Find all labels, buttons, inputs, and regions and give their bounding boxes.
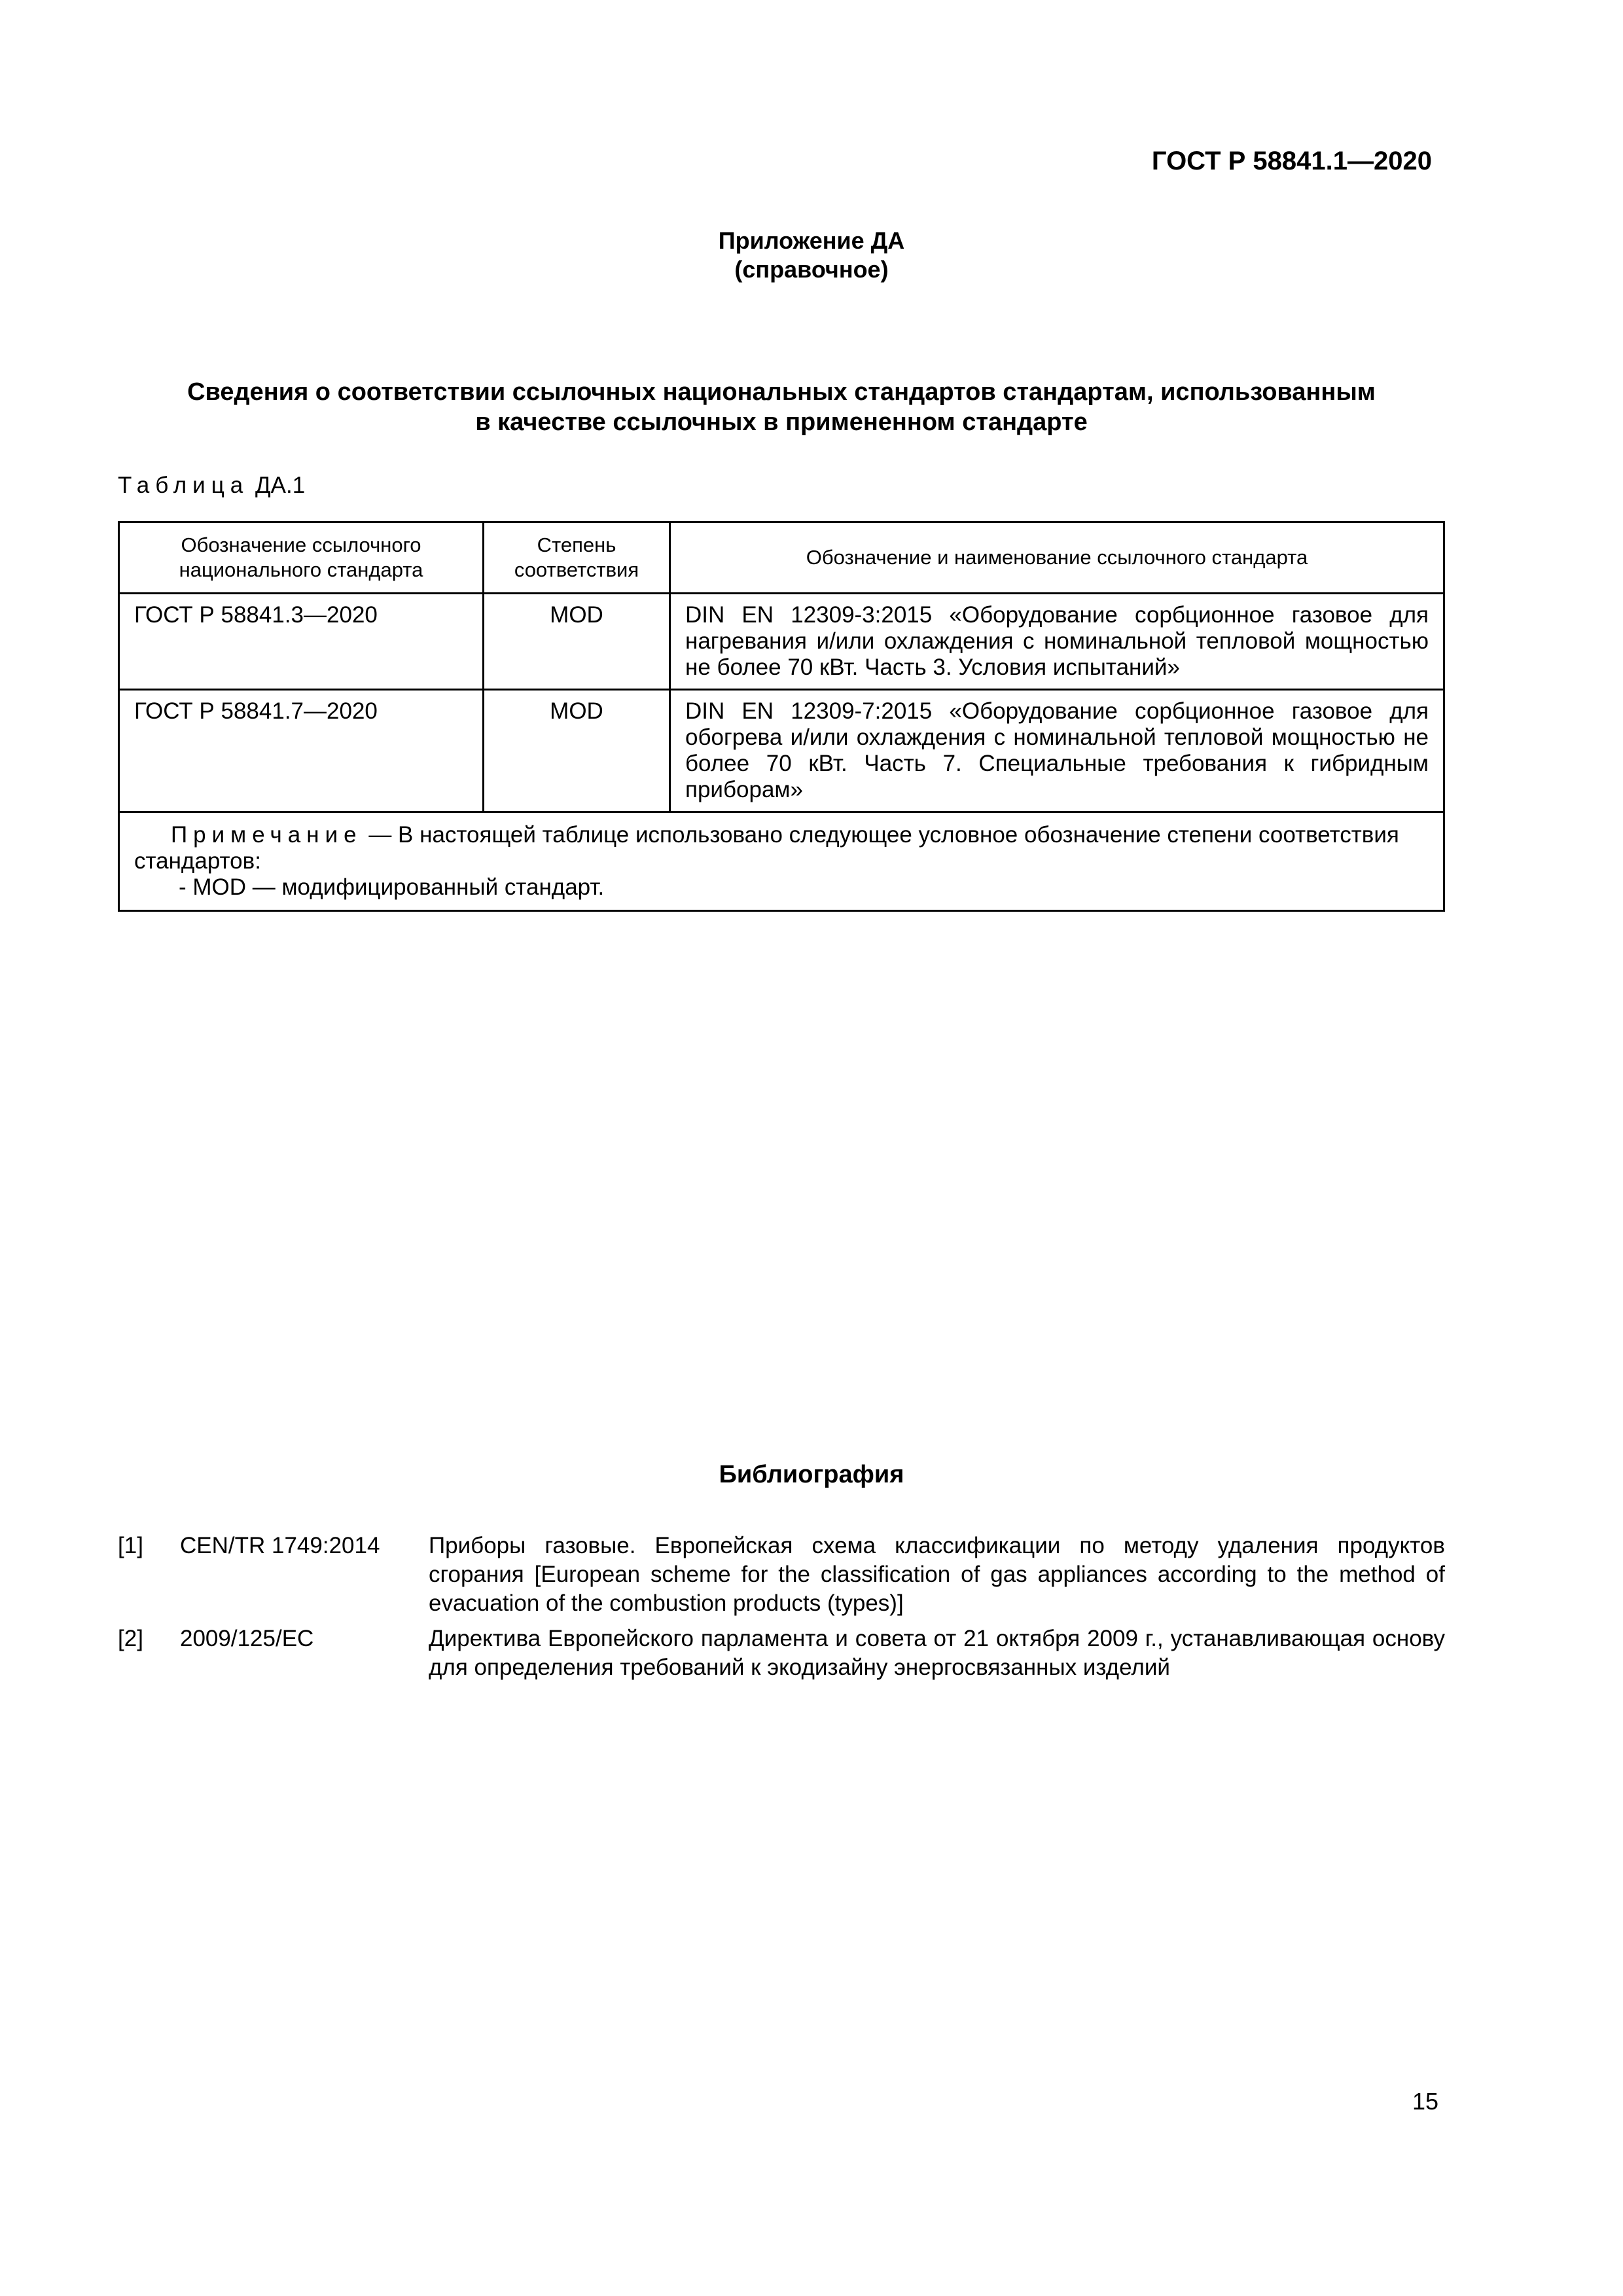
cell-degree: MOD: [484, 594, 670, 690]
bibliography-item: [118, 1624, 1445, 1682]
table-note: [119, 812, 1444, 911]
appendix-subtitle: (справочное): [734, 256, 889, 283]
bibliography-text: Приборы газовые. Европейская схема классификации по методу удаления продуктов сгорания [European scheme for the classification of gas appliances according to the method of evacuation of the combustion products (types)]: [429, 1533, 1445, 1616]
header-national-standard: Обозначение ссылочного национального стандарта: [119, 522, 484, 594]
table-row: [119, 594, 1444, 690]
bibliography-number: [2]: [118, 1626, 143, 1651]
section-title: [118, 377, 1445, 437]
cell-reference-standard: DIN EN 12309-7:2015 «Оборудование сорбционное газовое для обогрева и/или охлаждения с номинальной тепловой мощностью не более 70 кВт. Часть 7. Специальные требования к гибридным приборам»: [670, 690, 1444, 812]
cell-reference-standard: DIN EN 12309-3:2015 «Оборудование сорбционное газовое для нагревания и/или охлаждения с номинальной тепловой мощностью не более 70 кВт. Часть 3. Условия испытаний»: [670, 594, 1444, 690]
table-caption-word: Таблица: [118, 473, 249, 498]
table-caption-number: ДА.1: [255, 473, 306, 498]
bibliography-title: Библиография: [719, 1461, 904, 1488]
cell-degree: MOD: [484, 690, 670, 812]
appendix-title: Приложение ДА: [718, 227, 905, 254]
note-body: — В настоящей таблице использовано следующее условное обозначение степени соответствия стандартов:: [134, 822, 1399, 874]
bibliography-text: Директива Европейского парламента и совета от 21 октября 2009 г., устанавливающая основу для определения требований к экодизайну энергосвязанных изделий: [429, 1626, 1445, 1680]
bibliography-item: [118, 1532, 1445, 1618]
document-code: ГОСТ Р 58841.1—2020: [1151, 147, 1432, 175]
header-reference-standard: Обозначение и наименование ссылочного стандарта: [670, 522, 1444, 594]
section-title-line1: Сведения о соответствии ссылочных национальных стандартов стандартам, использованным: [187, 378, 1376, 406]
bibliography-code: 2009/125/EC: [180, 1626, 314, 1651]
section-title-line2: в качестве ссылочных в примененном стандарте: [475, 408, 1088, 436]
reference-standards-table: [118, 521, 1445, 912]
table-row: [119, 690, 1444, 812]
bibliography-list: [118, 1532, 1445, 1689]
table-header-row: [119, 522, 1444, 594]
cell-national-standard: ГОСТ Р 58841.7—2020: [119, 690, 484, 812]
bibliography-number: [1]: [118, 1533, 143, 1558]
bibliography-code: CEN/TR 1749:2014: [180, 1533, 380, 1558]
note-label: Примечание: [171, 822, 363, 848]
note-item: - MOD — модифицированный стандарт.: [179, 874, 605, 900]
header-degree: Степень соответствия: [484, 522, 670, 594]
appendix-heading: [0, 226, 1623, 284]
note-text: [134, 822, 1429, 874]
table-caption: [118, 473, 305, 499]
cell-national-standard: ГОСТ Р 58841.3—2020: [119, 594, 484, 690]
page-number: 15: [1412, 2088, 1438, 2115]
table-note-row: [119, 812, 1444, 911]
